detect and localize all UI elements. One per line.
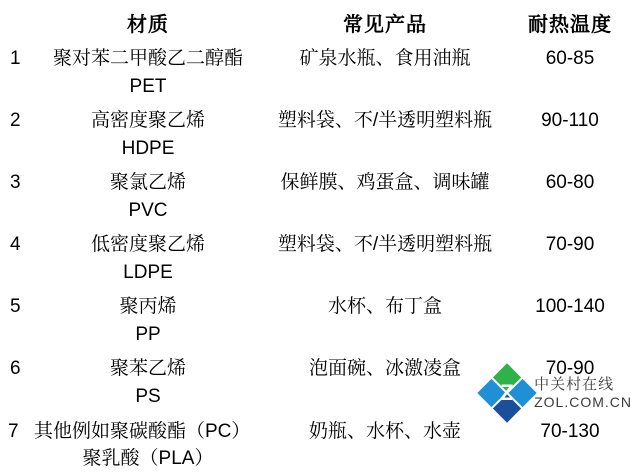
row-temperature: 70-90 — [545, 358, 595, 380]
row-material — [34, 355, 262, 410]
row-material-name: 聚氯乙烯 — [109, 172, 186, 194]
row-product: 矿泉水瓶、食用油瓶 — [299, 48, 471, 69]
row-temperature: 100-140 — [535, 296, 605, 318]
spacer-cell — [262, 348, 508, 355]
table-row — [8, 418, 632, 473]
watermark-brand-cn: 中关村在线 — [534, 376, 615, 394]
row-material — [34, 418, 262, 473]
row-material-code: LDPE — [123, 261, 173, 283]
row-material-code: HDPE — [121, 137, 175, 159]
spacer-cell — [262, 411, 508, 418]
spacer-cell — [8, 224, 34, 231]
row-spacer — [8, 162, 632, 169]
row-material-code: PET — [129, 75, 167, 97]
row-product: 塑料袋、不/半透明塑料瓶 — [277, 234, 493, 256]
watermark-text — [534, 376, 632, 409]
row-material-name: 低密度聚乙烯 — [90, 234, 205, 256]
row-spacer — [8, 286, 632, 293]
row-material — [34, 45, 262, 100]
row-material-code: 聚乳酸（PLA） — [82, 448, 214, 470]
spacer-cell — [34, 100, 262, 107]
header-row — [8, 6, 632, 45]
row-material-name: 聚苯乙烯 — [109, 358, 186, 380]
row-material — [34, 293, 262, 348]
row-number: 3 — [10, 172, 21, 194]
row-spacer — [8, 224, 632, 231]
row-temperature: 60-85 — [545, 48, 595, 69]
spacer-cell — [34, 224, 262, 231]
spacer-cell — [8, 286, 34, 293]
row-material — [34, 231, 262, 286]
spacer-cell — [508, 100, 632, 107]
row-material-code: PS — [135, 386, 161, 408]
spacer-cell — [34, 286, 262, 293]
row-temperature: 60-80 — [545, 172, 595, 194]
header-temperature: 耐热温度 — [528, 14, 612, 36]
row-temperature: 70-90 — [545, 234, 595, 256]
row-material-code: PP — [135, 323, 161, 345]
row-temperature: 90-110 — [541, 110, 599, 132]
row-material-name: 聚对苯二甲酸乙二醇酯 — [52, 48, 243, 69]
spacer-cell — [8, 100, 34, 107]
row-product: 塑料袋、不/半透明塑料瓶 — [277, 110, 493, 132]
spacer-cell — [8, 411, 34, 418]
row-spacer — [8, 348, 632, 355]
row-product: 水杯、布丁盒 — [327, 296, 442, 318]
row-material-code: PVC — [128, 199, 168, 221]
row-material-name: 高密度聚乙烯 — [90, 110, 205, 132]
row-product: 泡面碗、冰激凌盒 — [308, 358, 461, 380]
spacer-cell — [262, 100, 508, 107]
spacer-cell — [8, 162, 34, 169]
header-number — [8, 6, 34, 45]
spacer-cell — [262, 224, 508, 231]
row-material-name: 聚丙烯 — [119, 296, 177, 318]
header-product: 常见产品 — [343, 14, 427, 36]
table-header — [8, 6, 632, 45]
row-material-name: 其他例如聚碳酸酯（PC） — [34, 420, 251, 442]
table-row — [8, 231, 632, 286]
table-row — [8, 293, 632, 348]
spacer-cell — [508, 348, 632, 355]
spacer-cell — [508, 162, 632, 169]
row-number: 6 — [10, 358, 21, 380]
row-number: 7 — [8, 420, 19, 442]
watermark-brand-en: ZOL.COM.CN — [534, 393, 632, 410]
spacer-cell — [508, 286, 632, 293]
row-material — [34, 107, 262, 162]
spacer-cell — [8, 348, 34, 355]
table-row — [8, 169, 632, 224]
table-row — [8, 107, 632, 162]
row-number: 4 — [10, 234, 21, 256]
logo-letter: Z — [500, 380, 514, 405]
row-material — [34, 169, 262, 224]
row-number: 2 — [10, 110, 21, 132]
watermark-logo — [486, 372, 632, 414]
table-row — [8, 45, 632, 100]
row-product: 奶瓶、水杯、水壶 — [308, 420, 461, 442]
spacer-cell — [508, 224, 632, 231]
row-temperature: 70-130 — [540, 420, 600, 442]
spacer-cell — [262, 286, 508, 293]
spacer-cell — [34, 411, 262, 418]
spacer-cell — [34, 162, 262, 169]
spacer-cell — [262, 162, 508, 169]
row-number: 5 — [10, 296, 21, 318]
zol-diamond-icon — [477, 363, 536, 422]
spacer-cell — [34, 348, 262, 355]
row-number: 1 — [10, 48, 21, 69]
row-product: 保鲜膜、鸡蛋盒、调味罐 — [280, 172, 490, 194]
row-spacer — [8, 100, 632, 107]
header-material: 材质 — [127, 14, 169, 36]
